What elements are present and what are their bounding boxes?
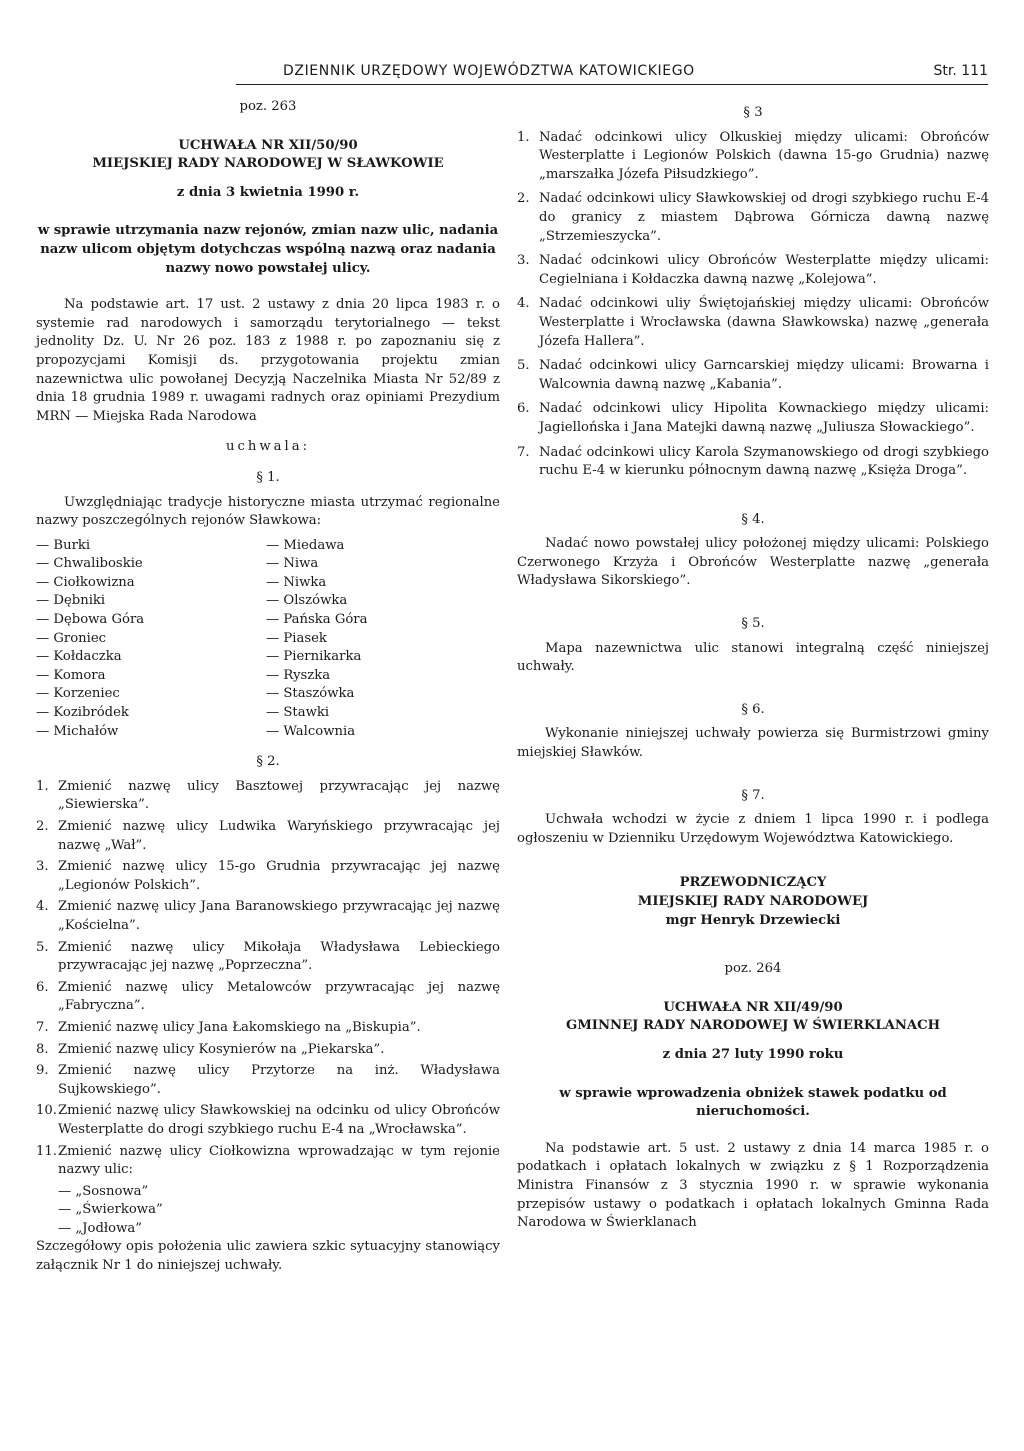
signature-council: MIEJSKIEJ RADY NARODOWEJ — [637, 894, 869, 909]
district-item: — Groniec — [36, 630, 107, 646]
section-1-text: Uwzględniając tradycje historyczne miasta utrzymać regionalne nazwy poszczególnych rejonów Sławkowa: — [36, 494, 500, 529]
district-item: — Pańska Góra — [266, 612, 368, 628]
district-item: — Niwka — [266, 574, 327, 590]
section-7-text: Uchwała wchodzi w życie z dniem 1 lipca 1990 r. i podlega ogłoszeniu w Dzienniku Urzędowym Województwa Katowickiego. — [517, 812, 989, 846]
district-item: — Dębniki — [36, 593, 106, 609]
item-number: 2. — [36, 819, 49, 834]
position-label-2: poz. 264 — [724, 961, 782, 977]
section-4-text: Nadać nowo powstałej ulicy położonej między ulicami: Polskiego Czerwonego Krzyża i Obrońców Westerplatte nazwę „generała Władysława Sikorskiego”. — [517, 536, 989, 589]
list-item — [36, 1062, 500, 1099]
item-number: 5. — [36, 939, 49, 955]
item-number: 8. — [36, 1041, 49, 1057]
resolves-label: uchwala: — [225, 439, 311, 455]
list-item — [517, 295, 989, 351]
item-text: Nadać odcinkowi ulicy Obrońców Westerplatte między ulicami: Cegielniana i Kołdaczka dawną nazwę „Kolejowa”. — [539, 253, 989, 287]
item-text: Zmienić nazwę ulicy Ludwika Waryńskiego przywracając jej nazwę „Wał”. — [58, 819, 500, 853]
list-item — [36, 1019, 500, 1038]
district-item: — Miedawa — [266, 537, 345, 553]
new-street-item: — „Jodłowa” — [58, 1220, 142, 1236]
item-text: Nadać odcinkowi ulicy Olkuskiej między ulicami: Obrońców Westerplatte i Legionów Polskich (dawna 15-go Grudnia) nazwę „marszałka Józefa Piłsudzkiego”. — [539, 129, 989, 182]
section-4-label: § 4. — [741, 511, 765, 527]
resolution-date: z dnia 3 kwietnia 1990 r. — [176, 184, 360, 200]
district-item: — Piasek — [266, 630, 327, 646]
new-street-item: — „Świerkowa” — [58, 1202, 163, 1218]
resolution-preamble: Na podstawie art. 17 ust. 2 ustawy z dnia 20 lipca 1983 r. o systemie rad narodowych i samorządu terytorialnego — tekst jednolity Dz. U. Nr 26 poz. 183 z 1988 r. po zapoznaniu się z propozycjami Komisji ds. przygotowania projektu zmian nazewnictwa ulic powołanej Decyzją Naczelnika Miasta Nr 52/89 z dnia 18 grudnia 1989 r. uwagami radnych oraz opiniami Prezydium MRN — Miejska Rada Narodowa — [36, 297, 500, 424]
list-item — [36, 898, 500, 935]
item-number: 9. — [36, 1063, 49, 1079]
list-item — [517, 400, 989, 437]
item-number: 6. — [517, 401, 530, 417]
section-2-label: § 2. — [256, 754, 280, 770]
section-3-label: § 3 — [743, 105, 763, 120]
district-item: — Niwa — [266, 556, 319, 572]
resolution-subject-2: w sprawie wprowadzenia obniżek stawek podatku od nieruchomości. — [559, 1085, 947, 1120]
item-number: 11. — [36, 1143, 57, 1159]
list-item — [517, 190, 989, 246]
list-item — [36, 858, 500, 895]
district-item: — Ciołkowizna — [36, 574, 135, 590]
left-column — [36, 98, 500, 1276]
list-item — [36, 818, 500, 855]
section-6-text: Wykonanie niniejszej uchwały powierza się Burmistrzowi gminy miejskiej Sławków. — [517, 726, 989, 761]
page-number: Str. 111 — [933, 63, 988, 79]
section-1-label: § 1. — [256, 469, 280, 485]
header-rule — [236, 84, 988, 85]
signature-name: mgr Henryk Drzewiecki — [665, 912, 841, 928]
item-number: 5. — [517, 358, 530, 374]
right-column — [517, 98, 989, 1233]
district-item: — Chwaliboskie — [36, 556, 143, 572]
item-text: Zmienić nazwę ulicy Jana Łakomskiego na „Biskupia”. — [58, 1019, 421, 1035]
section-6-label: § 6. — [741, 701, 765, 717]
item-text: Zmienić nazwę ulicy Mikołaja Władysława Lebieckiego przywracając jej nazwę „Poprzeczna”. — [58, 939, 500, 974]
resolution-subject: w sprawie utrzymania nazw rejonów, zmian nazw ulic, nadania nazw ulicom objętym dotychczas wspólną nazwą oraz nadania nazwy nowo powstałej ulicy. — [37, 223, 499, 276]
item-text: Zmienić nazwę ulicy Metalowców przywracając jej nazwę „Fabryczna”. — [58, 979, 500, 1014]
item-text: Nadać odcinkowi ulicy Karola Szymanowskiego od drogi szybkiego ruchu E-4 w kierunku północnym dawną nazwę „Księża Droga”. — [539, 444, 989, 479]
page-header — [40, 62, 988, 84]
resolution-date-2: z dnia 27 luty 1990 roku — [662, 1046, 844, 1062]
item-number: 4. — [36, 899, 49, 915]
resolution-title: UCHWAŁA NR XII/50/90 — [178, 137, 358, 153]
item-text: Zmienić nazwę ulicy Ciołkowizna wprowadzając w tym rejonie nazwy ulic: — [58, 1143, 500, 1178]
list-item — [36, 979, 500, 1016]
district-item: — Burki — [36, 537, 91, 553]
new-street-list — [36, 1183, 500, 1239]
district-item: — Korzeniec — [36, 686, 120, 702]
district-item: — Staszówka — [266, 686, 355, 702]
district-item: — Kozibródek — [36, 705, 129, 721]
section-5-text: Mapa nazewnictwa ulic stanowi integralną część niniejszej uchwały. — [517, 640, 989, 675]
item-number: 1. — [36, 778, 49, 794]
district-list — [36, 537, 500, 742]
list-item — [36, 1041, 500, 1060]
section-3-list — [517, 129, 989, 481]
resolution-council-2: GMINNEJ RADY NARODOWEJ W ŚWIERKLANACH — [565, 1018, 941, 1034]
item-text: Zmienić nazwę ulicy Sławkowskiej na odcinku od ulicy Obrońców Westerplatte do drogi szybkiego ruchu E-4 na „Wrocławska”. — [58, 1103, 500, 1137]
list-item — [36, 1143, 500, 1180]
item-number: 7. — [517, 444, 530, 460]
signature-title: PRZEWODNICZĄCY — [679, 875, 827, 891]
item-text: Zmienić nazwę ulicy 15-go Grudnia przywracając jej nazwę „Legionów Polskich”. — [58, 859, 500, 893]
item-text: Zmienić nazwę ulicy Basztowej przywracając jej nazwę „Siewierska”. — [58, 778, 500, 813]
item-text: Zmienić nazwę ulicy Przytorze na inż. Władysława Sujkowskiego”. — [58, 1063, 500, 1097]
district-item: — Komora — [36, 667, 106, 683]
district-item: — Ryszka — [266, 667, 331, 683]
list-item — [517, 444, 989, 481]
section-5-label: § 5. — [741, 616, 765, 632]
item-text: Zmienić nazwę ulicy Jana Baranowskiego przywracając jej nazwę „Kościelna”. — [58, 899, 500, 933]
resolution-preamble-2: Na podstawie art. 5 ust. 2 ustawy z dnia 14 marca 1985 r. o podatkach i opłatach lokalnych w związku z § 1 Rozporządzenia Ministra Finansów z 3 stycznia 1990 r. w sprawie wykonania przepisów ustawy o podatkach i opłatach lokalnych Gminna Rada Narodowa w Świerklanach — [517, 1140, 989, 1231]
list-item — [36, 1102, 500, 1139]
district-item: — Walcownia — [266, 723, 356, 739]
item-text: Nadać odcinkowi uliy Świętojańskiej między ulicami: Obrońców Westerplatte i Wrocławska (dawna Sławkowska) nazwę „generała Józefa Hallera”. — [539, 296, 989, 349]
position-label: poz. 263 — [239, 99, 297, 114]
district-item: — Dębowa Góra — [36, 612, 145, 628]
item-text: Nadać odcinkowi ulicy Sławkowskiej od drogi szybkiego ruchu E-4 do granicy z miastem Dąbrowa Górnicza dawną nazwę „Strzemieszycka”. — [539, 191, 989, 244]
closing-text: Szczegółowy opis położenia ulic zawiera szkic sytuacyjny stanowiący załącznik Nr 1 do niniejszej uchwały. — [36, 1239, 500, 1274]
item-number: 2. — [517, 191, 530, 207]
list-item — [517, 129, 989, 185]
item-number: 3. — [36, 859, 49, 875]
journal-title: DZIENNIK URZĘDOWY WOJEWÓDZTWA KATOWICKIEGO — [283, 63, 695, 79]
resolution-title-2: UCHWAŁA NR XII/49/90 — [663, 999, 843, 1015]
list-item — [36, 778, 500, 815]
list-item — [517, 252, 989, 289]
district-item: — Michałów — [36, 723, 119, 739]
district-item: — Piernikarka — [266, 649, 362, 665]
item-text: Zmienić nazwę ulicy Kosynierów na „Piekarska”. — [58, 1041, 385, 1057]
list-item — [36, 939, 500, 976]
district-item: — Stawki — [266, 705, 330, 721]
district-item: — Olszówka — [266, 593, 348, 609]
item-number: 7. — [36, 1019, 49, 1035]
item-text: Nadać odcinkowi ulicy Garncarskiej między ulicami: Browarna i Walcownia dawną nazwę „Kabania”. — [539, 358, 989, 392]
list-item — [517, 357, 989, 394]
item-number: 1. — [517, 129, 530, 145]
resolution-council: MIEJSKIEJ RADY NARODOWEJ W SŁAWKOWIE — [92, 156, 444, 172]
item-number: 10. — [36, 1103, 57, 1119]
item-number: 6. — [36, 979, 49, 995]
item-number: 4. — [517, 296, 530, 312]
district-column-1 — [36, 537, 266, 742]
district-item: — Kołdaczka — [36, 649, 122, 665]
item-number: 3. — [517, 253, 530, 269]
item-text: Nadać odcinkowi ulicy Hipolita Kownackiego między ulicami: Jagiellońska i Jana Matejki dawną nazwę „Juliusza Słowackiego”. — [539, 401, 989, 435]
district-column-2 — [266, 537, 496, 742]
new-street-item: — „Sosnowa” — [58, 1183, 149, 1199]
section-7-label: § 7. — [741, 787, 765, 803]
section-2-list — [36, 778, 500, 1180]
